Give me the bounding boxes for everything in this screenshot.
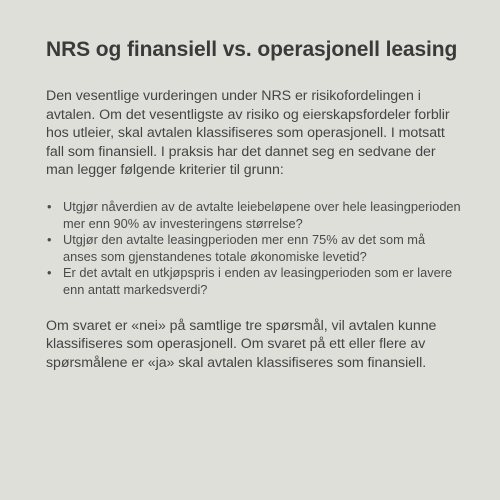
- bullet-icon: •: [47, 232, 52, 248]
- content-card: [46, 36, 461, 372]
- criteria-text: Utgjør nåverdien av de avtalte leiebeløpene over hele leasingperioden mer enn 90% av investeringens størrelse?: [63, 198, 461, 231]
- list-item: [46, 232, 461, 265]
- page-title: NRS og finansiell vs. operasjonell leasing: [46, 38, 458, 61]
- intro-paragraph: Den vesentlige vurderingen under NRS er risikofordelingen i avtalen. Om det vesentligste av risiko og eierskapsfordeler forblir hos utleier, skal avtalen klassifiseres som operasjonell. I motsatt fall som finansiell. I praksis har det dannet seg en sedvane der man legger følgende kriterier til grunn:: [46, 88, 450, 179]
- criteria-text: Er det avtalt en utkjøpspris i enden av leasingperioden som er lavere enn antatt markedsverdi?: [63, 265, 453, 297]
- list-item: [46, 265, 461, 298]
- criteria-list: [46, 199, 461, 299]
- list-item: [46, 199, 461, 232]
- bullet-icon: •: [47, 265, 52, 281]
- criteria-text: Utgjør den avtalte leasingperioden mer enn 75% av det som må anses som gjenstandenes totale økonomiske levetid?: [63, 232, 426, 264]
- conclusion-paragraph: Om svaret er «nei» på samtlige tre spørsmål, vil avtalen kunne klassifiseres som operasjonell. Om svaret på ett eller flere av spørsmålene er «ja» skal avtalen klassifiseres som finansiell.: [46, 317, 437, 371]
- bullet-icon: •: [47, 198, 52, 214]
